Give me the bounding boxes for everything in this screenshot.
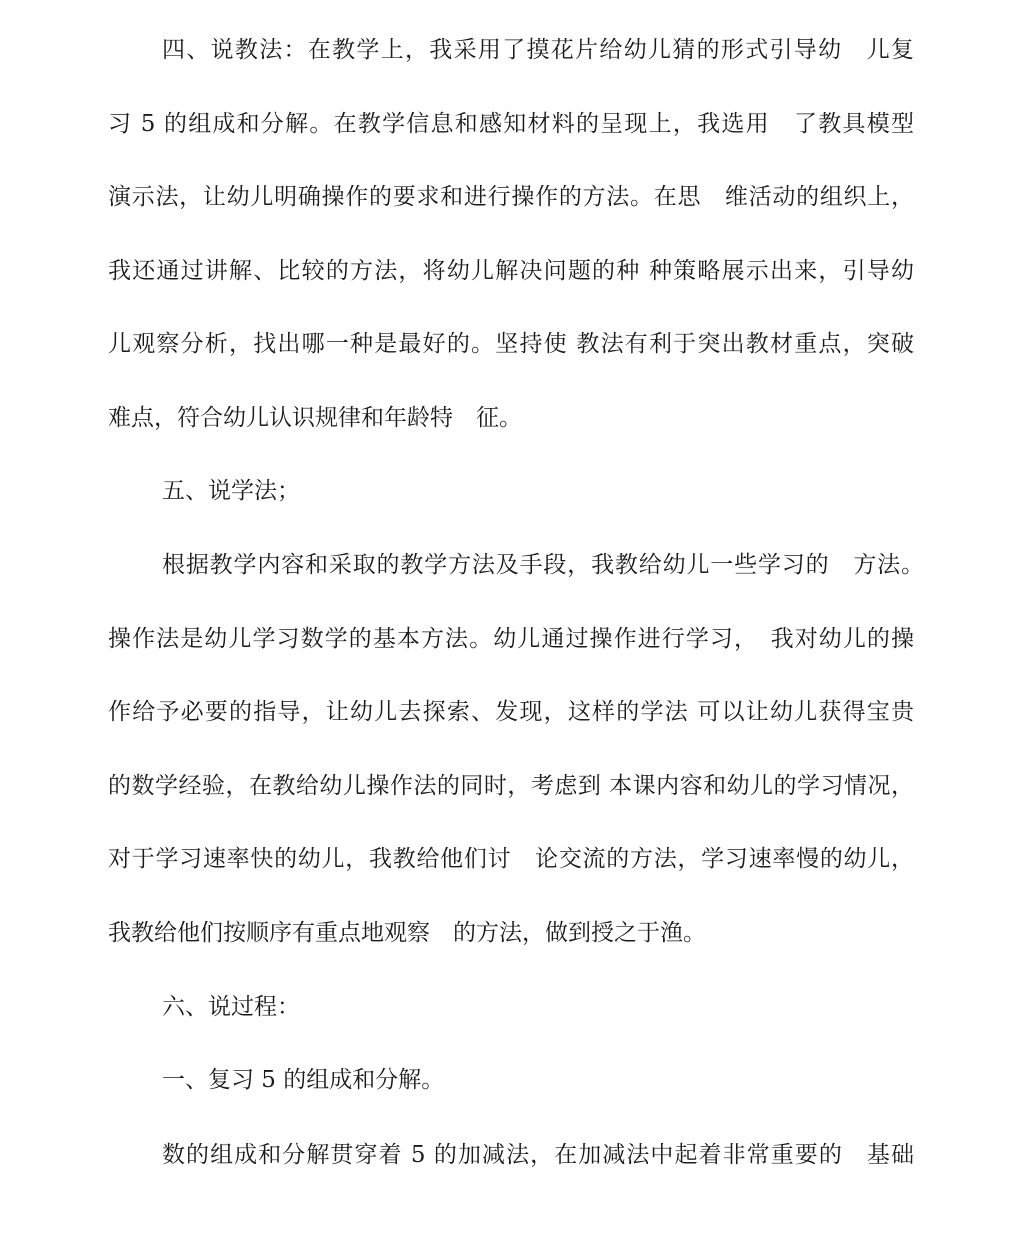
paragraph-line: 的数学经验，在教给幼儿操作法的同时，考虑到 本课内容和幼儿的学习情况， (108, 773, 914, 799)
subsection-heading: 一、复习 5 的组成和分解。 (162, 1067, 445, 1093)
paragraph-line: 儿观察分析，找出哪一种是最好的。坚持使 教法有利于突出教材重点，突破 (108, 331, 914, 357)
paragraph-line: 四、说教法：在教学上，我采用了摸花片给幼儿猜的形式引导幼 儿复 (162, 37, 914, 63)
paragraph-line: 对于学习速率快的幼儿，我教给他们讨 论交流的方法，学习速率慢的幼儿， (108, 846, 914, 872)
paragraph-line: 作给予必要的指导，让幼儿去探索、发现，这样的学法 可以让幼儿获得宝贵 (108, 699, 914, 725)
paragraph-line: 我教给他们按顺序有重点地观察 的方法，做到授之于渔。 (108, 920, 706, 946)
paragraph-line: 演示法，让幼儿明确操作的要求和进行操作的方法。在思 维活动的组织上， (108, 184, 914, 210)
section-heading: 六、说过程： (162, 994, 300, 1020)
paragraph-line: 操作法是幼儿学习数学的基本方法。幼儿通过操作进行学习， 我对幼儿的操 (108, 626, 914, 652)
paragraph-line: 我还通过讲解、比较的方法，将幼儿解决问题的种 种策略展示出来，引导幼 (108, 258, 914, 284)
paragraph-line: 根据教学内容和采取的教学方法及手段，我教给幼儿一些学习的 方法。 (162, 552, 924, 578)
paragraph-line: 习 5 的组成和分解。在教学信息和感知材料的呈现上，我选用 了教具模型 (108, 111, 914, 137)
paragraph-line: 数的组成和分解贯穿着 5 的加减法，在加减法中起着非常重要的 基础 (162, 1142, 914, 1168)
paragraph-line: 难点，符合幼儿认识规律和年龄特 征。 (108, 405, 522, 431)
section-heading: 五、说学法； (162, 478, 300, 504)
